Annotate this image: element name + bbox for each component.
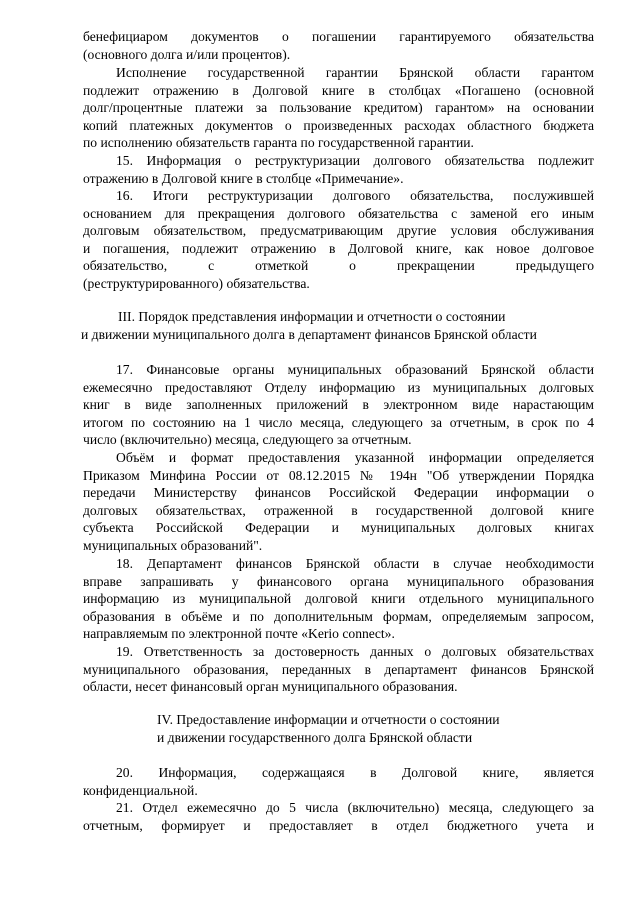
paragraph-guarantee-execution bbox=[83, 64, 594, 152]
text-line: муниципальных образований". bbox=[83, 537, 263, 553]
paragraph-beneficiary bbox=[83, 28, 594, 63]
text-line: Исполнение государственной гарантии Брянской области гарантом bbox=[116, 65, 594, 80]
paragraph-19 bbox=[83, 643, 594, 696]
section-4-heading-line-2: и движении государственного долга Брянской области bbox=[157, 730, 473, 745]
text-line: 21. Отдел ежемесячно до 5 числа (включительно) месяца, следующего за bbox=[116, 800, 594, 815]
text-line: число (включительно) месяца, следующего за отчетным. bbox=[83, 432, 412, 448]
text-line: по исполнению обязательств гаранта по государственной гарантии. bbox=[83, 135, 474, 151]
text-line: субъекта Российской Федерации и муниципальных долговых книгах bbox=[83, 520, 594, 536]
text-line: ежемесячно предоставляют Отделу информацию из муниципальных долговых bbox=[83, 379, 594, 395]
text-line: книг в виде заполненных приложений в электронном виде нарастающим bbox=[83, 397, 594, 413]
paragraph-20 bbox=[83, 764, 594, 799]
text-line: обязательство, с отметкой о прекращении предыдущего bbox=[83, 258, 594, 274]
text-line: Объём и формат предоставления указанной информации определяется bbox=[116, 450, 594, 465]
text-line: отчетным, формирует и предоставляет в отдел бюджетного учета и bbox=[83, 817, 594, 833]
text-line: долг/процентные платежи за пользование кредитом) гарантом» на основании bbox=[83, 100, 594, 116]
section-4-heading-line-1: IV. Предоставление информации и отчетности о состоянии bbox=[157, 712, 500, 727]
paragraph-17 bbox=[83, 361, 594, 449]
paragraph-21 bbox=[83, 799, 594, 834]
text-line: области, несет финансовый орган муниципального образования. bbox=[83, 679, 458, 695]
text-line: информацию из муниципальной долговой книги отдельного муниципального bbox=[83, 591, 594, 607]
text-line: подлежит отражению в Долговой книге в столбцах «Погашено (основной bbox=[83, 82, 594, 98]
text-line: конфиденциальной. bbox=[83, 782, 198, 798]
text-line: Приказом Минфина России от 08.12.2015 № 194н "Об утверждении Порядка bbox=[83, 467, 594, 483]
text-line: 15. Информация о реструктуризации долгового обязательства подлежит bbox=[116, 153, 594, 168]
text-line: 20. Информация, содержащаяся в Долговой книге, является bbox=[116, 765, 594, 780]
paragraph-15 bbox=[83, 152, 594, 187]
text-line: копий платежных документов о произведенных расходах областного бюджета bbox=[83, 117, 594, 133]
text-line: отражению в Долговой книге в столбце «Примечание». bbox=[83, 170, 404, 186]
section-3-heading-line-1: III. Порядок представления информации и отчетности о состоянии bbox=[118, 309, 506, 324]
text-line: долговым обязательством, предусматривающим другие условия обслуживания bbox=[83, 223, 594, 239]
paragraph-16 bbox=[83, 187, 594, 293]
text-line: направляемым по электронной почте «Kerio connect». bbox=[83, 626, 395, 642]
text-line: передачи Министерству финансов Российской Федерации информации о bbox=[83, 485, 594, 501]
section-3-heading-line-2: и движении муниципального долга в департамент финансов Брянской области bbox=[81, 327, 537, 342]
text-line: долговых обязательствах, отраженной в государственной долговой книге bbox=[83, 502, 594, 518]
text-line: муниципального образования, переданных в департамент финансов Брянской bbox=[83, 661, 594, 677]
text-line: основанием для прекращения долгового обязательства с заменой его иным bbox=[83, 205, 594, 221]
text-line: 17. Финансовые органы муниципальных образований Брянской области bbox=[116, 362, 594, 377]
text-line: образования в объёме и по дополнительным формам, определяемым запросом, bbox=[83, 608, 594, 624]
text-line: и погашения, подлежит отражению в Долговой книге, как новое долговое bbox=[83, 240, 594, 256]
text-line: итогом по состоянию на 1 число месяца, следующего за отчетным, в срок по 4 bbox=[83, 414, 594, 430]
text-line: (основного долга и/или процентов). bbox=[83, 46, 291, 62]
text-line: (реструктурированного) обязательства. bbox=[83, 275, 310, 291]
text-line: бенефициаром документов о погашении гарантируемого обязательства bbox=[83, 29, 594, 44]
text-line: вправе запрашивать у финансового органа муниципального образования bbox=[83, 573, 594, 589]
text-line: 19. Ответственность за достоверность данных о долговых обязательствах bbox=[116, 644, 594, 659]
paragraph-18 bbox=[83, 555, 594, 643]
text-line: 16. Итоги реструктуризации долгового обязательства, послужившей bbox=[116, 188, 594, 203]
paragraph-format bbox=[83, 449, 594, 555]
text-line: 18. Департамент финансов Брянской области в случае необходимости bbox=[116, 556, 594, 571]
